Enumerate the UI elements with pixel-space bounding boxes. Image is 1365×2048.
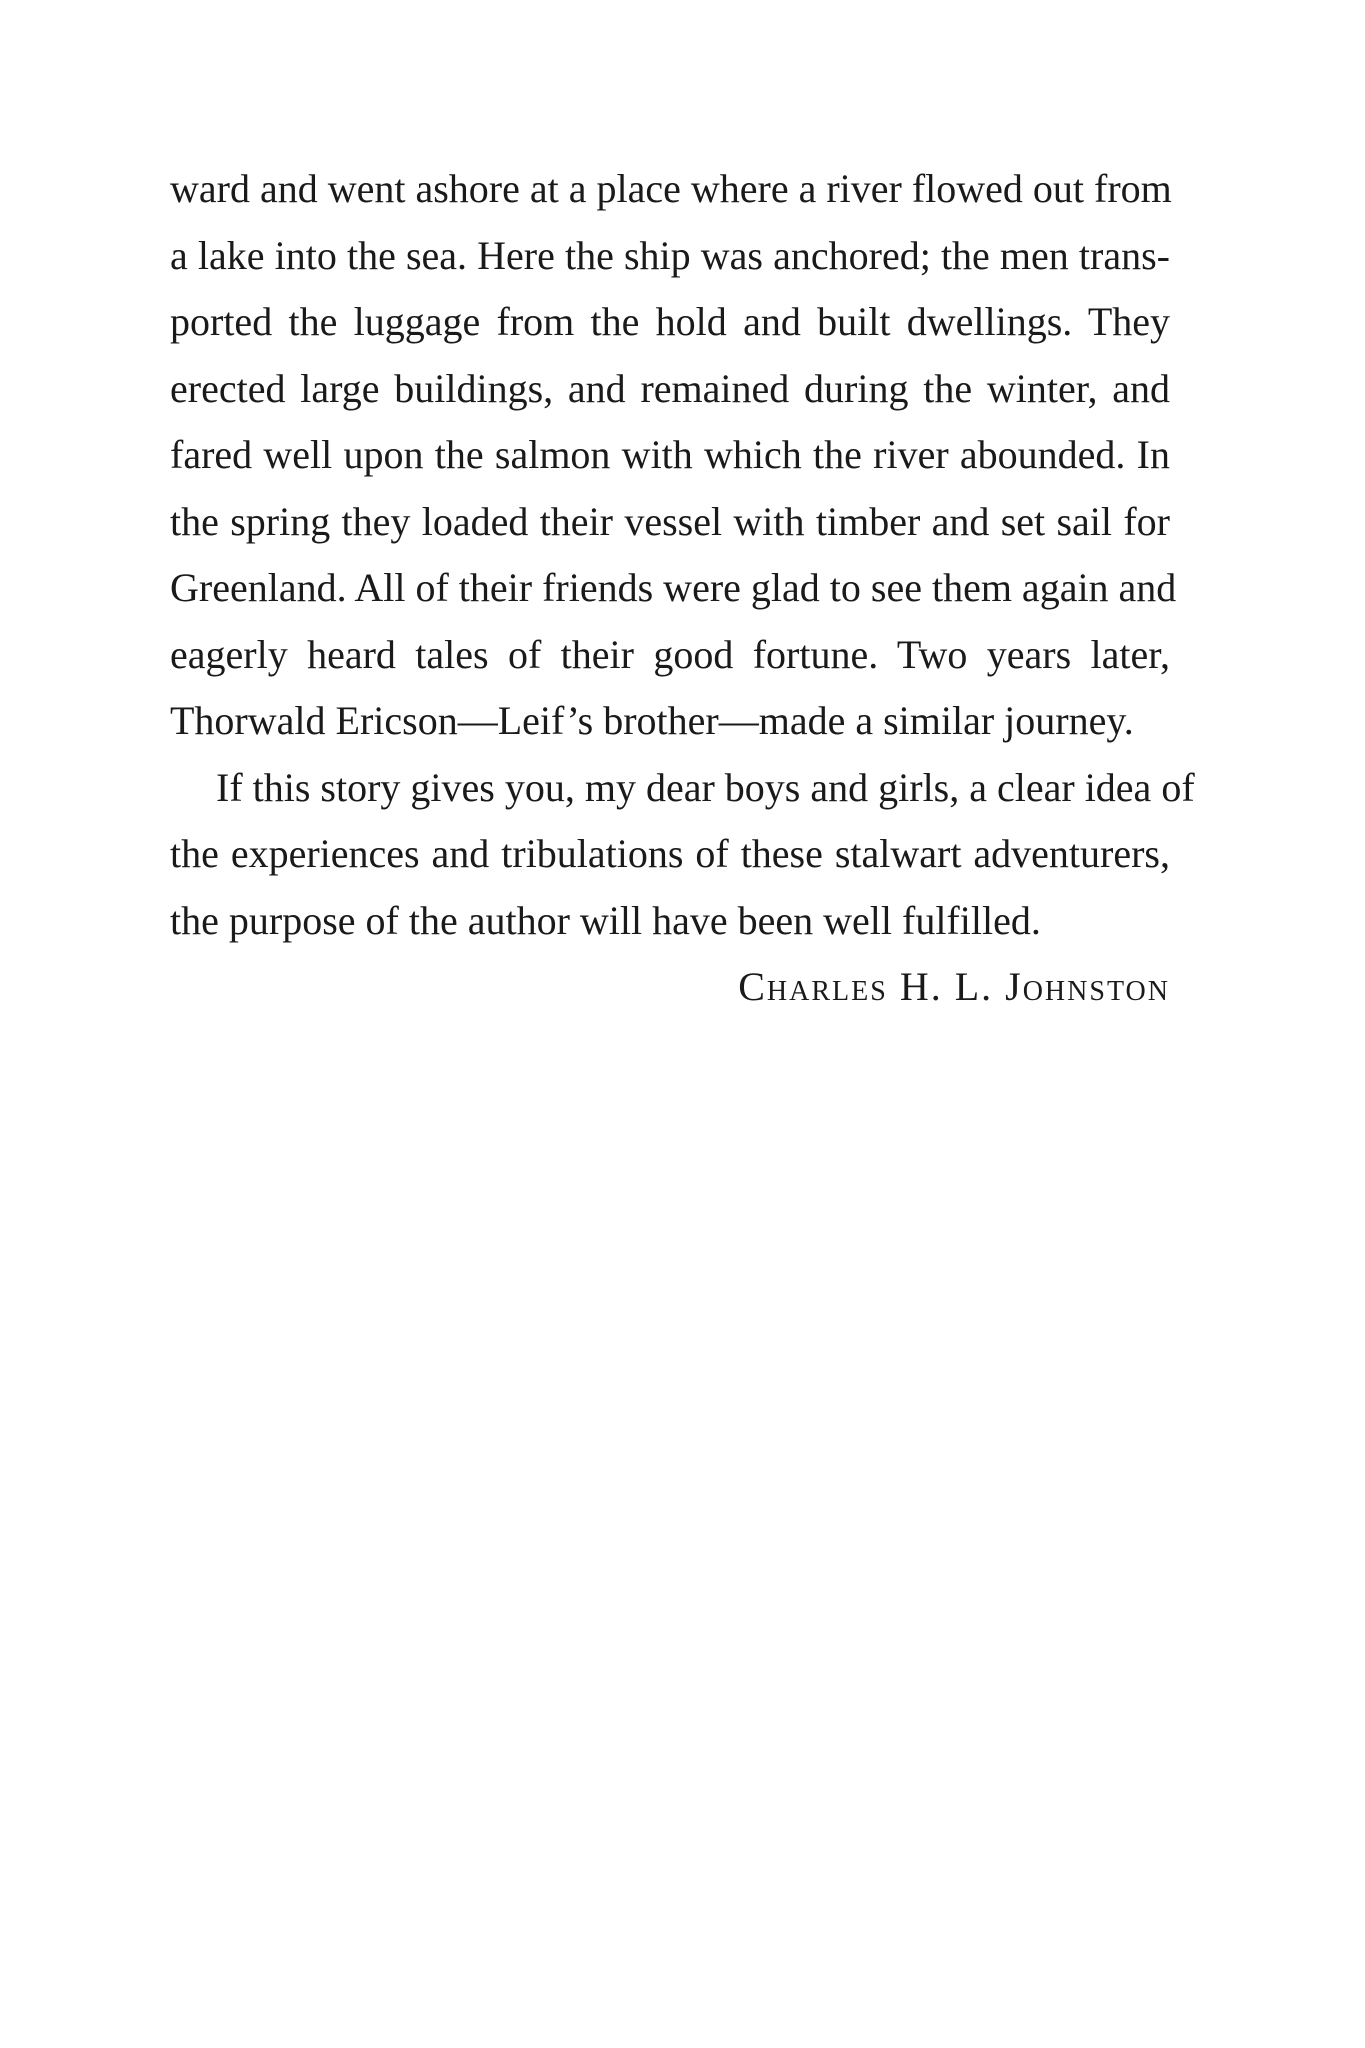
text-line: eagerly heard tales of their good fortune. Two years later, <box>170 631 1170 677</box>
text-line: the spring they loaded their vessel with timber and set sail for <box>170 498 1170 544</box>
paragraph-1 <box>170 156 1177 755</box>
text-line: erected large buildings, and remained during the winter, and <box>170 365 1170 411</box>
text-line: ward and went ashore at a place where a river flowed out from <box>170 166 1172 211</box>
body-text <box>170 156 1195 1021</box>
text-line: Thorwald Ericson—Leif’s brother—made a similar journey. <box>170 698 1134 743</box>
paragraph-2 <box>170 755 1195 955</box>
text-line: a lake into the sea. Here the ship was anchored; the men trans- <box>170 232 1170 278</box>
text-line: the purpose of the author will have been well fulfilled. <box>170 897 1041 943</box>
text-line: fared well upon the salmon with which the river abounded. In <box>170 432 1170 477</box>
text-line: Greenland. All of their friends were glad to see them again and <box>170 565 1177 610</box>
text-line: the experiences and tribulations of these stalwart adventurers, <box>170 831 1170 876</box>
author-signature: Charles H. L. Johnston <box>738 964 1170 1009</box>
text-line: If this story gives you, my dear boys and girls, a clear idea of <box>216 764 1195 810</box>
text-line: ported the luggage from the hold and built dwellings. They <box>170 299 1170 344</box>
